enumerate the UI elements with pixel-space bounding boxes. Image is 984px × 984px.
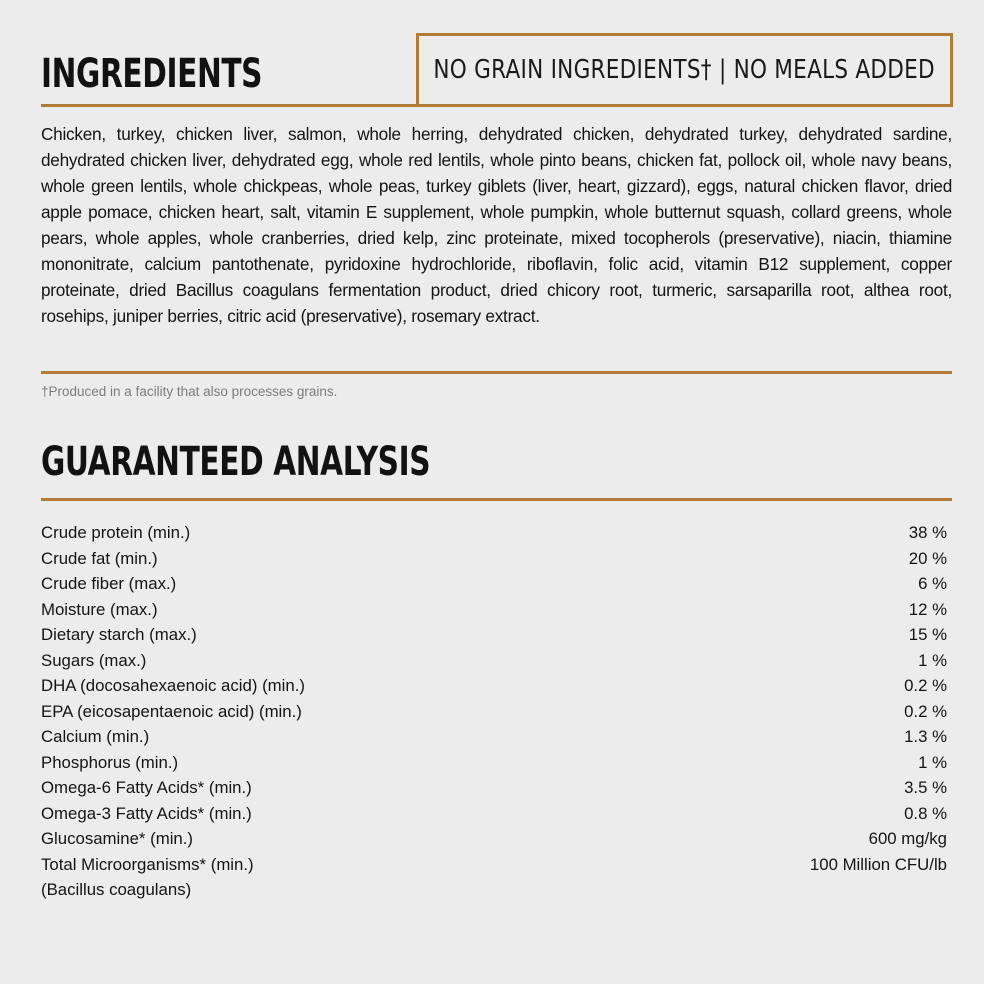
ingredients-heading: INGREDIENTS — [41, 51, 263, 97]
analysis-row — [41, 826, 947, 852]
analysis-label: Moisture (max.) — [41, 599, 158, 619]
analysis-value: 0.2 % — [904, 701, 947, 721]
analysis-row — [41, 750, 947, 776]
no-grain-badge-text: NO GRAIN INGREDIENTS† | NO MEALS ADDED — [433, 55, 936, 85]
analysis-row — [41, 699, 947, 725]
analysis-row — [41, 571, 947, 597]
analysis-label: Calcium (min.) — [41, 727, 150, 746]
analysis-value: 1 % — [918, 752, 947, 772]
analysis-row — [41, 852, 947, 878]
analysis-label: DHA (docosahexaenoic acid) (min.) — [41, 676, 305, 695]
analysis-row — [41, 673, 947, 699]
analysis-row — [41, 597, 947, 623]
analysis-label: Phosphorus (min.) — [41, 752, 179, 772]
footnote-divider — [41, 371, 952, 374]
analysis-row — [41, 724, 947, 750]
analysis-label: Crude fat (min.) — [41, 548, 158, 568]
guaranteed-analysis-heading: GUARANTEED ANALYSIS — [41, 439, 431, 485]
analysis-value: 15 % — [908, 625, 947, 644]
analysis-value: 0.8 % — [904, 803, 947, 823]
microorganism-strain-note: (Bacillus coagulans) — [41, 880, 192, 899]
analysis-value: 1 % — [918, 650, 947, 670]
analysis-value: 38 % — [908, 523, 947, 542]
analysis-value: 12 % — [908, 599, 947, 619]
analysis-label: Crude fiber (max.) — [41, 574, 177, 593]
analysis-label: Crude protein (min.) — [41, 523, 191, 542]
analysis-value: 0.2 % — [904, 676, 947, 695]
analysis-row — [41, 520, 947, 546]
analysis-label: Dietary starch (max.) — [41, 625, 197, 644]
analysis-value: 20 % — [908, 548, 947, 568]
analysis-row — [41, 775, 947, 801]
analysis-row — [41, 546, 947, 572]
analysis-row — [41, 622, 947, 648]
analysis-label: Total Microorganisms* (min.) — [41, 854, 254, 874]
analysis-value: 600 mg/kg — [868, 829, 947, 848]
analysis-value: 3.5 % — [904, 778, 947, 797]
analysis-label: Omega-3 Fatty Acids* (min.) — [41, 803, 252, 823]
analysis-value: 1.3 % — [904, 727, 947, 746]
grain-facility-footnote: †Produced in a facility that also processes grains. — [41, 384, 338, 399]
analysis-value: 100 Million CFU/lb — [809, 854, 947, 874]
analysis-label: Sugars (max.) — [41, 650, 147, 670]
analysis-label: Glucosamine* (min.) — [41, 829, 194, 848]
no-grain-badge — [416, 33, 953, 107]
analysis-divider — [41, 498, 952, 501]
ingredients-divider — [41, 104, 952, 107]
analysis-label: EPA (eicosapentaenoic acid) (min.) — [41, 701, 302, 721]
analysis-row — [41, 801, 947, 827]
analysis-value: 6 % — [918, 574, 947, 593]
analysis-row — [41, 648, 947, 674]
analysis-label: Omega-6 Fatty Acids* (min.) — [41, 778, 252, 797]
ingredients-list: Chicken, turkey, chicken liver, salmon, whole herring, dehydrated chicken, dehydrated turkey, dehydrated sardine, dehydrated chicken liver, dehydrated egg, whole red lentils, whole pinto beans, chicken fat, pollock oil, whole navy beans, whole green lentils, whole chickpeas, whole peas, turkey giblets (liver, heart, gizzard), eggs, natural chicken flavor, dried apple pomace, chicken heart, salt, vitamin E supplement, whole pumpkin, whole butternut squash, collard greens, whole pears, whole apples, whole cranberries, dried kelp, zinc proteinate, mixed tocopherols (preservative), niacin, thiamine mononitrate, calcium pantothenate, pyridoxine hydrochloride, riboflavin, folic acid, vitamin B12 supplement, copper proteinate, dried Bacillus coagulans fermentation product, dried chicory root, turmeric, sarsaparilla root, althea root, rosehips, juniper berries, citric acid (preservative), rosemary extract. — [41, 124, 952, 326]
guaranteed-analysis-table — [41, 520, 947, 903]
